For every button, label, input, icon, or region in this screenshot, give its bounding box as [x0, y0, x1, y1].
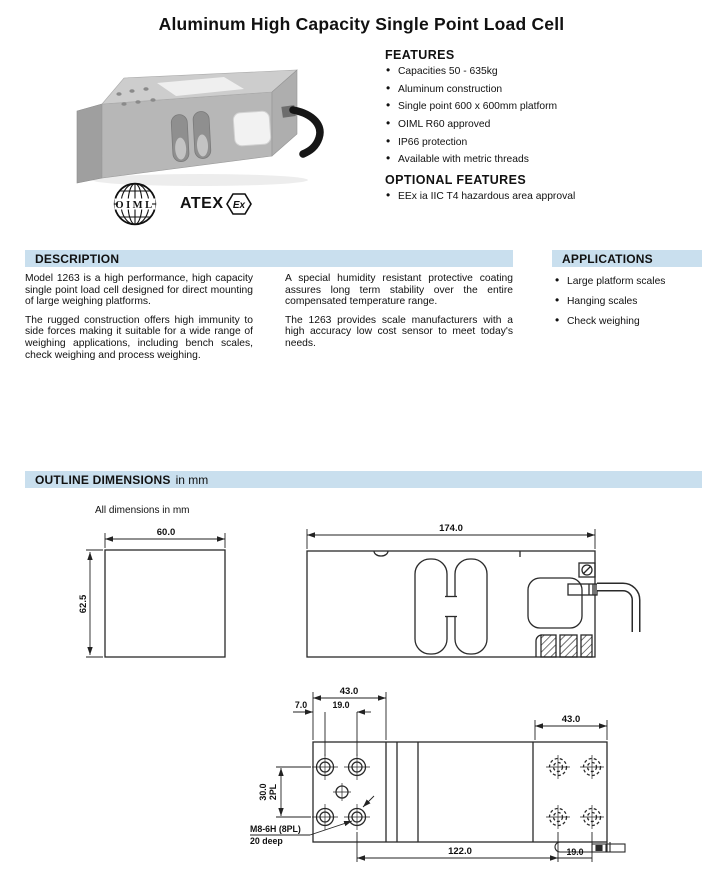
dimensions-note: All dimensions in mm [95, 505, 190, 516]
optional-features-heading: OPTIONAL FEATURES [385, 172, 527, 187]
product-label [233, 111, 271, 146]
thread-callout-line1: M8-6H (8PL) [250, 824, 301, 834]
dim-side-length: 174.0 [439, 523, 463, 534]
description-paragraph: Model 1263 is a high performance, high capacity single point load cell designed for direct mounting of large weighing platforms. [25, 273, 253, 308]
list-item: • Hanging scales [554, 296, 704, 308]
list-item: • Large platform scales [554, 276, 704, 288]
features-heading: FEATURES [385, 48, 455, 62]
description-paragraph: The rugged construction offers high immunity to side forces making it suitable for a wide range of weighing applications, including bench scales, check weighing and process weighing. [25, 314, 253, 361]
dim-end-height: 62.5 [78, 594, 89, 614]
side-view-drawing [307, 529, 636, 657]
applications-list [554, 276, 704, 336]
list-item: • Single point 600 x 600mm platform [385, 101, 715, 113]
features-section [385, 48, 715, 209]
description-column-1 [25, 273, 253, 368]
features-list [385, 66, 715, 166]
description-column-2 [285, 273, 513, 357]
list-item: • OIML R60 approved [385, 119, 715, 131]
product-photo [72, 56, 336, 188]
outline-dimension-drawings [0, 500, 723, 876]
atex-logo-text: ATEX [180, 195, 224, 212]
hole-centerlines [312, 754, 604, 830]
outline-heading-suffix: in mm [175, 472, 209, 487]
outline-dimensions-section-bar [25, 471, 702, 488]
end-view-drawing [86, 533, 225, 657]
atex-ex-icon [226, 192, 252, 216]
approval-logos [112, 180, 342, 228]
oiml-logo-text: OIML [115, 200, 155, 211]
thread-callout-line2: 20 deep [250, 836, 283, 846]
description-paragraph: A special humidity resistant protective coating assures long term stability over the entire compensated temperature range. [285, 273, 513, 308]
dim-plan-right-pitch: 19.0 [566, 847, 584, 857]
outline-heading: OUTLINE DIMENSIONS [35, 472, 171, 487]
list-item: • EEx ia IIC T4 hazardous area approval [385, 191, 715, 203]
applications-section-bar: APPLICATIONS [552, 250, 702, 267]
description-paragraph: The 1263 provides scale manufacturers with a high accuracy low cost sensor to meet today's needs. [285, 314, 513, 349]
mounting-holes-right [550, 759, 601, 826]
dim-end-width: 60.0 [156, 527, 176, 538]
atex-ex-text: Ex [233, 200, 246, 211]
atex-logo [180, 192, 252, 216]
plan-dim-lines [250, 692, 607, 862]
dim-plan-left-width: 43.0 [339, 686, 359, 697]
page-title: Aluminum High Capacity Single Point Load Cell [158, 14, 565, 34]
dim-plan-edge-offset: 7.0 [294, 700, 308, 710]
optional-features-list [385, 191, 715, 203]
dim-plan-length: 122.0 [448, 846, 472, 857]
description-section-bar: DESCRIPTION [25, 250, 513, 267]
oiml-logo-icon [112, 181, 158, 227]
dim-plan-right-width: 43.0 [561, 714, 581, 725]
list-item: • Aluminum construction [385, 84, 715, 96]
list-item: • Check weighing [554, 316, 704, 328]
dim-plan-hole-pitch: 19.0 [332, 700, 350, 710]
list-item: • Capacities 50 - 635kg [385, 66, 715, 78]
dim-plan-hole-pitch-y-note: 2PL [268, 783, 278, 801]
list-item: • Available with metric threads [385, 154, 715, 166]
dim-plan-hole-pitch-y: 30.0 [258, 783, 268, 801]
list-item: • IP66 protection [385, 137, 715, 149]
